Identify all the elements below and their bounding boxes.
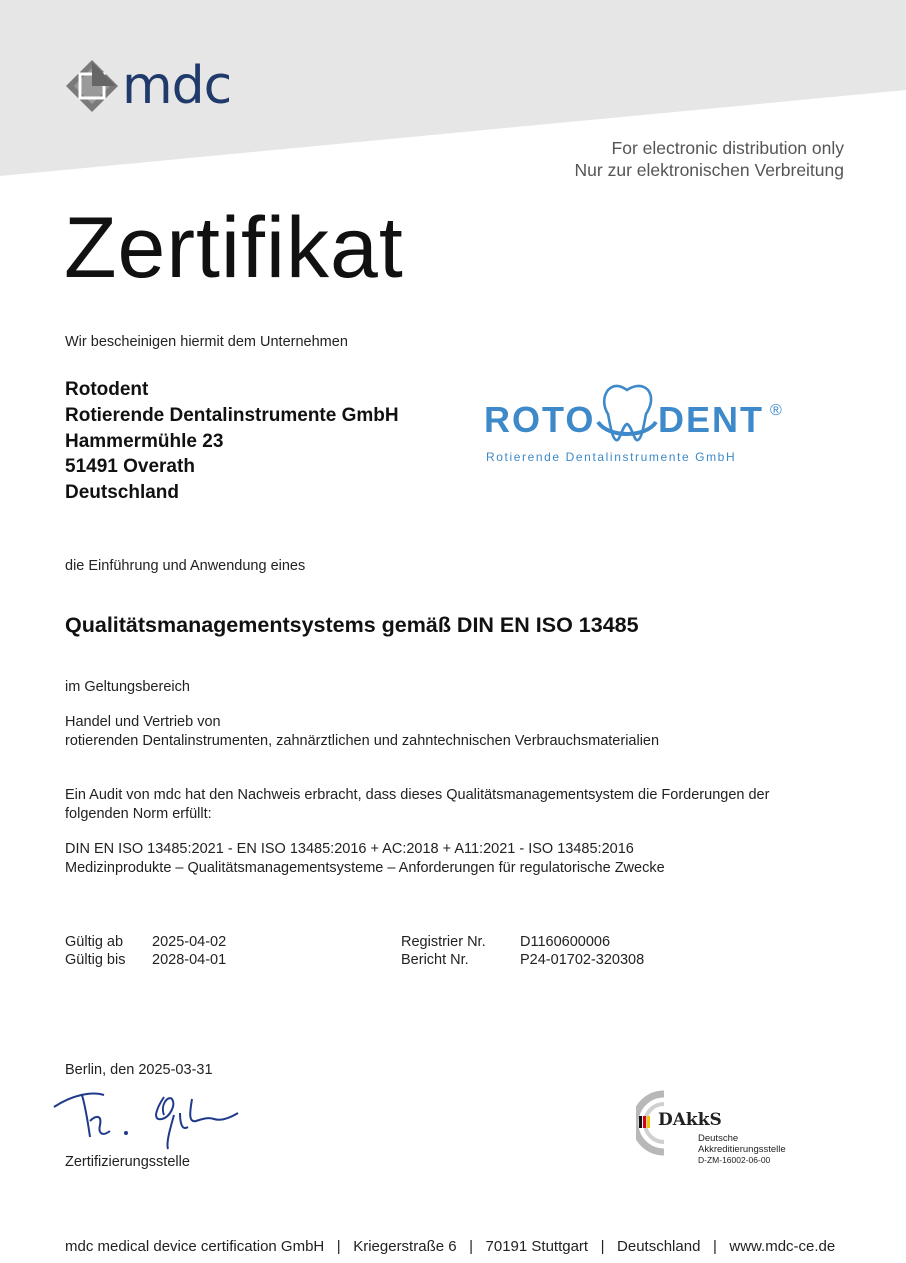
valid-from-value: 2025-04-02	[152, 934, 227, 950]
footer-separator: |	[600, 1238, 605, 1255]
company-line: Deutschland	[65, 482, 180, 504]
footer-separator: |	[712, 1238, 717, 1255]
registered-mark: ®	[770, 402, 782, 419]
register-label: Registrier Nr.	[401, 934, 486, 950]
standard-line: Medizinprodukte – Qualitätsmanagementsysteme – Anforderungen für regulatorische Zwecke	[65, 860, 665, 876]
mdc-logo-text: mdc	[122, 56, 232, 116]
distribution-note-en: For electronic distribution only	[611, 138, 844, 158]
dakks-code: D-ZM-16002-06-00	[698, 1155, 771, 1165]
dakks-line1: Deutsche	[698, 1133, 739, 1144]
rotodent-logo	[484, 382, 794, 472]
company-address	[65, 377, 399, 506]
footer-city: 70191 Stuttgart	[485, 1238, 589, 1255]
footer-street: Kriegerstraße 6	[353, 1238, 457, 1255]
rotodent-logo-left: ROTO	[484, 399, 596, 440]
rotodent-logo-right: DENT	[658, 399, 764, 440]
valid-from-label: Gültig ab	[65, 934, 124, 950]
footer-separator: |	[336, 1238, 341, 1255]
company-line: Hammermühle 23	[65, 430, 224, 452]
dakks-line2: Akkreditierungsstelle	[698, 1144, 786, 1155]
distribution-note-de: Nur zur elektronischen Verbreitung	[574, 160, 844, 180]
footer-country: Deutschland	[617, 1238, 701, 1255]
footer-web[interactable]: www.mdc-ce.de	[729, 1238, 836, 1255]
signature-icon	[52, 1085, 252, 1155]
standard-line: DIN EN ISO 13485:2021 - EN ISO 13485:2016 + AC:2018 + A11:2021 - ISO 13485:2016	[65, 841, 634, 857]
company-line: Rotodent	[65, 379, 149, 400]
valid-until-value: 2028-04-01	[152, 952, 227, 968]
page-title: Zertifikat	[64, 200, 404, 296]
intro-text: Wir bescheinigen hiermit dem Unternehmen	[65, 334, 348, 350]
report-value: P24-01702-320308	[520, 952, 645, 968]
distribution-note	[575, 137, 844, 181]
footer	[65, 1238, 835, 1255]
footer-company: mdc medical device certification GmbH	[65, 1238, 325, 1255]
system-title: Qualitätsmanagementsystems gemäß DIN EN ISO 13485	[65, 613, 639, 637]
mdc-logo	[66, 58, 231, 114]
place-date: Berlin, den 2025-03-31	[65, 1062, 213, 1078]
company-line: 51491 Overath	[65, 456, 195, 478]
rotodent-logo-subtitle: Rotierende Dentalinstrumente GmbH	[486, 450, 737, 464]
scope-line: rotierenden Dentalinstrumenten, zahnärztlichen und zahntechnischen Verbrauchsmaterialien	[65, 733, 660, 749]
register-value: D1160600006	[520, 934, 611, 950]
footer-separator: |	[469, 1238, 473, 1255]
mdc-logo-mark-icon	[66, 60, 118, 112]
scope-label: im Geltungsbereich	[65, 679, 190, 695]
valid-until-label: Gültig bis	[65, 952, 126, 968]
audit-line: folgenden Norm erfüllt:	[65, 806, 212, 822]
signature-caption: Zertifizierungsstelle	[65, 1154, 190, 1170]
introduction-text: die Einführung und Anwendung eines	[65, 558, 306, 574]
dakks-mark	[636, 1090, 806, 1165]
report-label: Bericht Nr.	[401, 952, 469, 968]
dakks-name: DAkkS	[658, 1110, 722, 1130]
tooth-icon	[594, 382, 660, 448]
company-line: Rotierende Dentalinstrumente GmbH	[65, 404, 399, 426]
scope-line: Handel und Vertrieb von	[65, 714, 221, 730]
audit-line: Ein Audit von mdc hat den Nachweis erbracht, dass dieses Qualitätsmanagementsystem die Forderungen der	[65, 787, 770, 803]
